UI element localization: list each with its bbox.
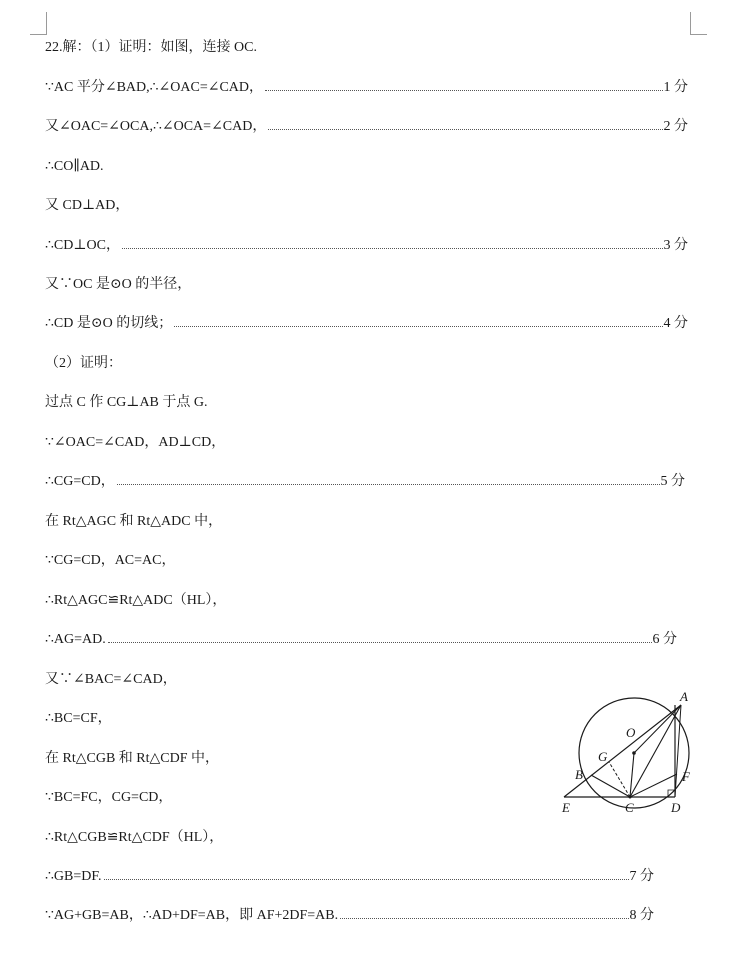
line-text: ∴CD 是⊙O 的切线； (45, 316, 173, 331)
line-text: ∴CG=CD， (45, 474, 115, 489)
line-text: ∵∠OAC=∠CAD，AD⊥CD， (45, 435, 226, 450)
solution-line (45, 353, 685, 375)
dotted-leader (265, 89, 662, 91)
solution-line (45, 905, 654, 927)
dotted-leader (117, 483, 660, 485)
solution-line (45, 195, 685, 217)
solution-line (45, 708, 545, 730)
solution-line (45, 37, 685, 59)
dotted-leader (104, 878, 629, 880)
line-text: ∴AG=AD. (45, 632, 106, 647)
solution-line (45, 827, 545, 849)
score-mark: 4 分 (663, 316, 688, 331)
line-text: 在 Rt△CGB 和 Rt△CDF 中， (45, 751, 220, 766)
solution-line (45, 669, 545, 691)
line-text: ∴CD⊥OC， (45, 238, 120, 253)
score-mark: 1 分 (663, 80, 688, 95)
line-cg-dashed (609, 762, 630, 797)
score-mark: 2 分 (663, 119, 688, 134)
solution-line (45, 235, 688, 257)
line-text: （2）证明： (45, 356, 122, 371)
solution-line (45, 748, 545, 770)
solution-line (45, 787, 545, 809)
line-text: 又 CD⊥AD， (45, 198, 130, 213)
geometry-figure (555, 680, 705, 820)
line-text: 22.解：（1）证明：如图，连接 OC. (45, 40, 257, 55)
dotted-leader (340, 917, 628, 919)
score-mark: 6 分 (652, 632, 677, 647)
line-ea (564, 705, 681, 797)
label-f: F (682, 769, 690, 784)
geometry-diagram (555, 680, 705, 820)
line-text: ∴CO∥AD. (45, 159, 104, 174)
solution-line (45, 156, 685, 178)
line-cf (630, 774, 677, 797)
center-point-o (632, 751, 636, 755)
line-ca (630, 705, 681, 797)
solution-line (45, 866, 654, 888)
line-text: ∵CG=CD，AC=AC， (45, 553, 176, 568)
solution-line (45, 116, 688, 138)
line-text: ∵AG+GB=AB，∴AD+DF=AB，即 AF+2DF=AB. (45, 908, 339, 923)
solution-line (45, 77, 688, 99)
line-text: 过点 C 作 CG⊥AB 于点 G. (45, 395, 208, 410)
solution-line (45, 590, 685, 612)
solution-line (45, 550, 685, 572)
solution-line (45, 471, 685, 493)
score-mark: 8 分 (629, 908, 654, 923)
solution-line (45, 313, 688, 335)
score-mark: 7 分 (629, 869, 654, 884)
dotted-leader (174, 325, 662, 327)
page-corner-mark-right (690, 12, 707, 35)
line-text: ∵AC 平分∠BAD,∴∠OAC=∠CAD， (45, 80, 264, 95)
label-d: D (671, 800, 681, 815)
dotted-leader (122, 247, 663, 249)
solution-line (45, 511, 685, 533)
dotted-leader (108, 641, 652, 643)
line-text: ∴Rt△CGB≌Rt△CDF（HL）， (45, 830, 224, 845)
solution-line (45, 629, 677, 651)
line-text: 在 Rt△AGC 和 Rt△ADC 中， (45, 514, 223, 529)
line-text: 又∵∠BAC=∠CAD， (45, 672, 177, 687)
label-b: B (575, 767, 583, 782)
label-a: A (680, 689, 688, 704)
label-e: E (562, 800, 570, 815)
solution-line (45, 432, 685, 454)
score-mark: 3 分 (663, 238, 688, 253)
line-text: 又∠OAC=∠OCA,∴∠OCA=∠CAD， (45, 119, 267, 134)
label-c: C (625, 800, 634, 815)
score-mark: 5 分 (660, 474, 685, 489)
dotted-leader (268, 128, 662, 130)
line-text: ∵BC=FC，CG=CD， (45, 790, 173, 805)
page-corner-mark-left (30, 12, 47, 35)
line-text: ∴Rt△AGC≌Rt△ADC（HL）， (45, 593, 227, 608)
solution-line (45, 274, 685, 296)
point-c (629, 796, 632, 799)
line-text: ∴GB=DF. (45, 869, 102, 884)
label-o: O (626, 725, 636, 740)
label-g: G (598, 749, 608, 764)
line-oa (634, 705, 681, 753)
line-text: 又∵OC 是⊙O 的半径， (45, 277, 192, 292)
line-text: ∴BC=CF， (45, 711, 112, 726)
solution-line (45, 392, 685, 414)
